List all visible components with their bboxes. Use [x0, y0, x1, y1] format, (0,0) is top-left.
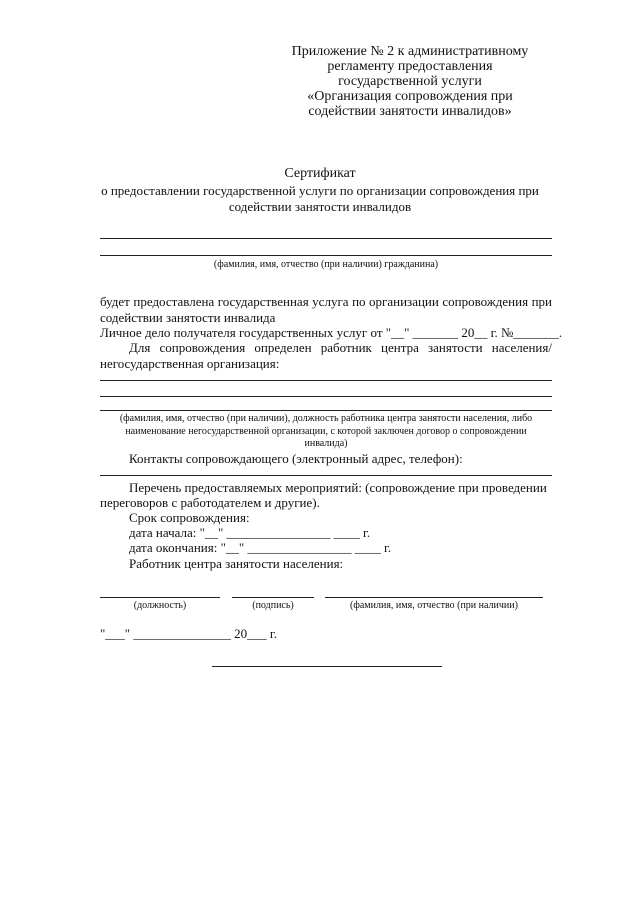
period-end: дата окончания: "__" ________________ ____ г. [129, 540, 392, 555]
name-line [325, 597, 543, 598]
worker-caption-line1: (фамилия, имя, отчество (при наличии), должность работника центра занятости населения, либо [119, 413, 533, 424]
contacts-line [100, 475, 552, 476]
events-line2: переговоров с работодателем и другие). [100, 495, 320, 510]
signature-line [232, 597, 314, 598]
citizen-name-caption: (фамилия, имя, отчество (при наличии) гражданина) [213, 259, 439, 270]
position-caption: (должность) [133, 600, 187, 611]
period-start: дата начала: "__" ________________ ____ г. [129, 525, 371, 540]
worker-caption-line3: инвалида) [304, 438, 348, 449]
worker-line [100, 380, 552, 381]
appendix-line: регламенту предоставления [327, 59, 493, 74]
appendix-header [240, 44, 580, 119]
appendix-line: содействии занятости инвалидов» [308, 104, 512, 119]
worker-line [100, 410, 552, 411]
service-text-line2: содействии занятости инвалида [100, 310, 276, 325]
events-line1: Перечень предоставляемых мероприятий: (сопровождение при проведении [129, 480, 547, 495]
certificate-subtitle-line2: содействии занятости инвалидов [228, 199, 412, 214]
appendix-line: «Организация сопровождения при [307, 89, 513, 104]
worker-caption-line2: наименование негосударственной организации, с которой заключен договор о сопровождении [125, 426, 527, 437]
certificate-subtitle-line1: о предоставлении государственной услуги по организации сопровождения при [101, 183, 539, 198]
assigned-worker-line1: Для сопровождения определен работник центра занятости населения/ [129, 340, 552, 355]
appendix-line: Приложение № 2 к административному [291, 44, 529, 59]
assigned-worker-line2: негосударственная организация: [100, 356, 280, 371]
bottom-line [212, 666, 442, 667]
signature-caption: (подпись) [252, 600, 294, 611]
certificate-title: Сертификат [284, 166, 356, 181]
citizen-name-line [100, 238, 552, 239]
period-label: Срок сопровождения: [129, 510, 250, 525]
contacts-label: Контакты сопровождающего (электронный адрес, телефон): [129, 451, 463, 466]
citizen-name-line [100, 255, 552, 256]
employee-label: Работник центра занятости населения: [129, 556, 344, 571]
appendix-line: государственной услуги [338, 74, 482, 89]
personal-file-line: Личное дело получателя государственных услуг от "__" _______ 20__ г. №_______. [100, 325, 563, 340]
name-caption: (фамилия, имя, отчество (при наличии) [350, 600, 518, 611]
worker-line [100, 396, 552, 397]
date-line: "___" _______________ 20___ г. [100, 626, 277, 641]
position-line [100, 597, 220, 598]
service-text-line1: будет предоставлена государственная услуга по организации сопровождения при [100, 294, 552, 309]
